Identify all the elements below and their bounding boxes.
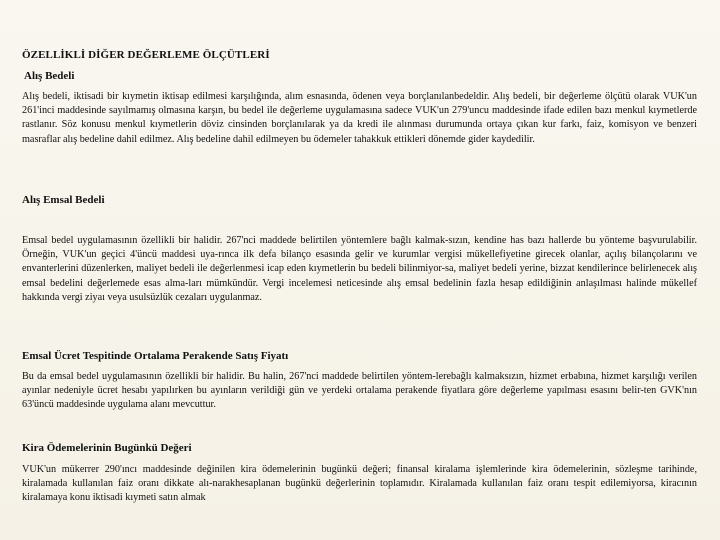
section-heading-alis-bedeli: Alış Bedeli	[24, 70, 75, 82]
section-heading-alis-emsal-bedeli: Alış Emsal Bedeli	[22, 194, 105, 206]
section-body-kira-odemeleri: VUK'un mükerrer 290'ıncı maddesinde değinilen kira ödemelerinin bugünkü değeri; finansal kiralama işlemlerinde kira ödemelerinin, sözleşme tarihinde, kiralamada kullanılan faiz oranı dikkate alı-narakhesaplanan bugünkü değerlerinin toplamıdır. Kiralamada kullanılan faiz oranı tespit edilemiyorsa, kiracının kiralamaya konu iktisadi kıymeti satın almak	[22, 464, 697, 504]
section-heading-kira-odemeleri: Kira Ödemelerinin Bugünkü Değeri	[22, 442, 192, 454]
page-title: ÖZELLİKLİ DİĞER DEĞERLEME ÖLÇÜTLERİ	[22, 49, 270, 61]
section-body-alis-bedeli: Alış bedeli, iktisadi bir kıymetin iktisap edilmesi karşılığında, alım esnasında, ödenen veya borçlanılanbedeldir. Alış bedeli, bir değerleme ölçütü olarak VUK'un 261'inci maddesinde sayılmamış olmasına karşın, bu bedel ile değerleme uygulamasına sadece VUK'un 279'uncu maddesinde ifade edilen bazı menkul kıymetlerde rastlanır. Söz konusu menkul kıymetlerin döviz cinsinden borçlanılarak ya da kredi ile alınması durumunda ortaya çıkan kur farkı, faiz, komisyon ve benzeri masraflar alış bedeline dahil edilmez. Alış bedeline dahil edilmeyen bu ödemeler tahakkuk ettikleri dönemde gider kaydedilir.	[22, 91, 697, 145]
section-body-alis-emsal-bedeli: Emsal bedel uygulamasının özellikli bir halidir. 267'nci maddede belirtilen yöntemlere bağlı kalmak-sızın, kendine has bazı hallerde bu yönteme başvurulabilir. Örneğin, VUK'un geçici 4'üncü maddesi uya-rınca ilk defa bilanço esasında gelir ve kurumlar vergisi mükellefiyetine girecek olanlar, açılış bilançolarını ve envanterlerini düzenlerken, maliyet bedeli ile değerlenmesi icap eden kıymetlerin bu bedeli bilinmiyor-sa, maliyet bedeli yerine, bizzat kendilerince belirlenecek alış emsal bedelini değerlemede esas alma-ları mümkündür. Vergi incelemesi neticesinde alış emsal bedelinin fazla hesap edildiğinin anlaşılması halinde mükellef hakkında vergi ziyaı veya usulsüzlük cezaları uygulanmaz.	[22, 235, 697, 303]
section-body-emsal-ucret: Bu da emsal bedel uygulamasının özellikli bir halidir. Bu halin, 267'nci maddede belirtilen yöntem-lerebağlı kalmaksızın, hizmet erbabına, hizmet karşılığı verilen ayınlar nedeniyle ücret hesabı yapılırken bu ayınların verildiği gün ve yerdeki ortalama perakende fiyatlara göre değerleme yapılması esasını belir-ten GVK'nın 63'üncü maddesinde uygulama alanı mevcuttur.	[22, 371, 697, 411]
section-heading-emsal-ucret: Emsal Ücret Tespitinde Ortalama Perakende Satış Fiyatı	[22, 350, 289, 362]
